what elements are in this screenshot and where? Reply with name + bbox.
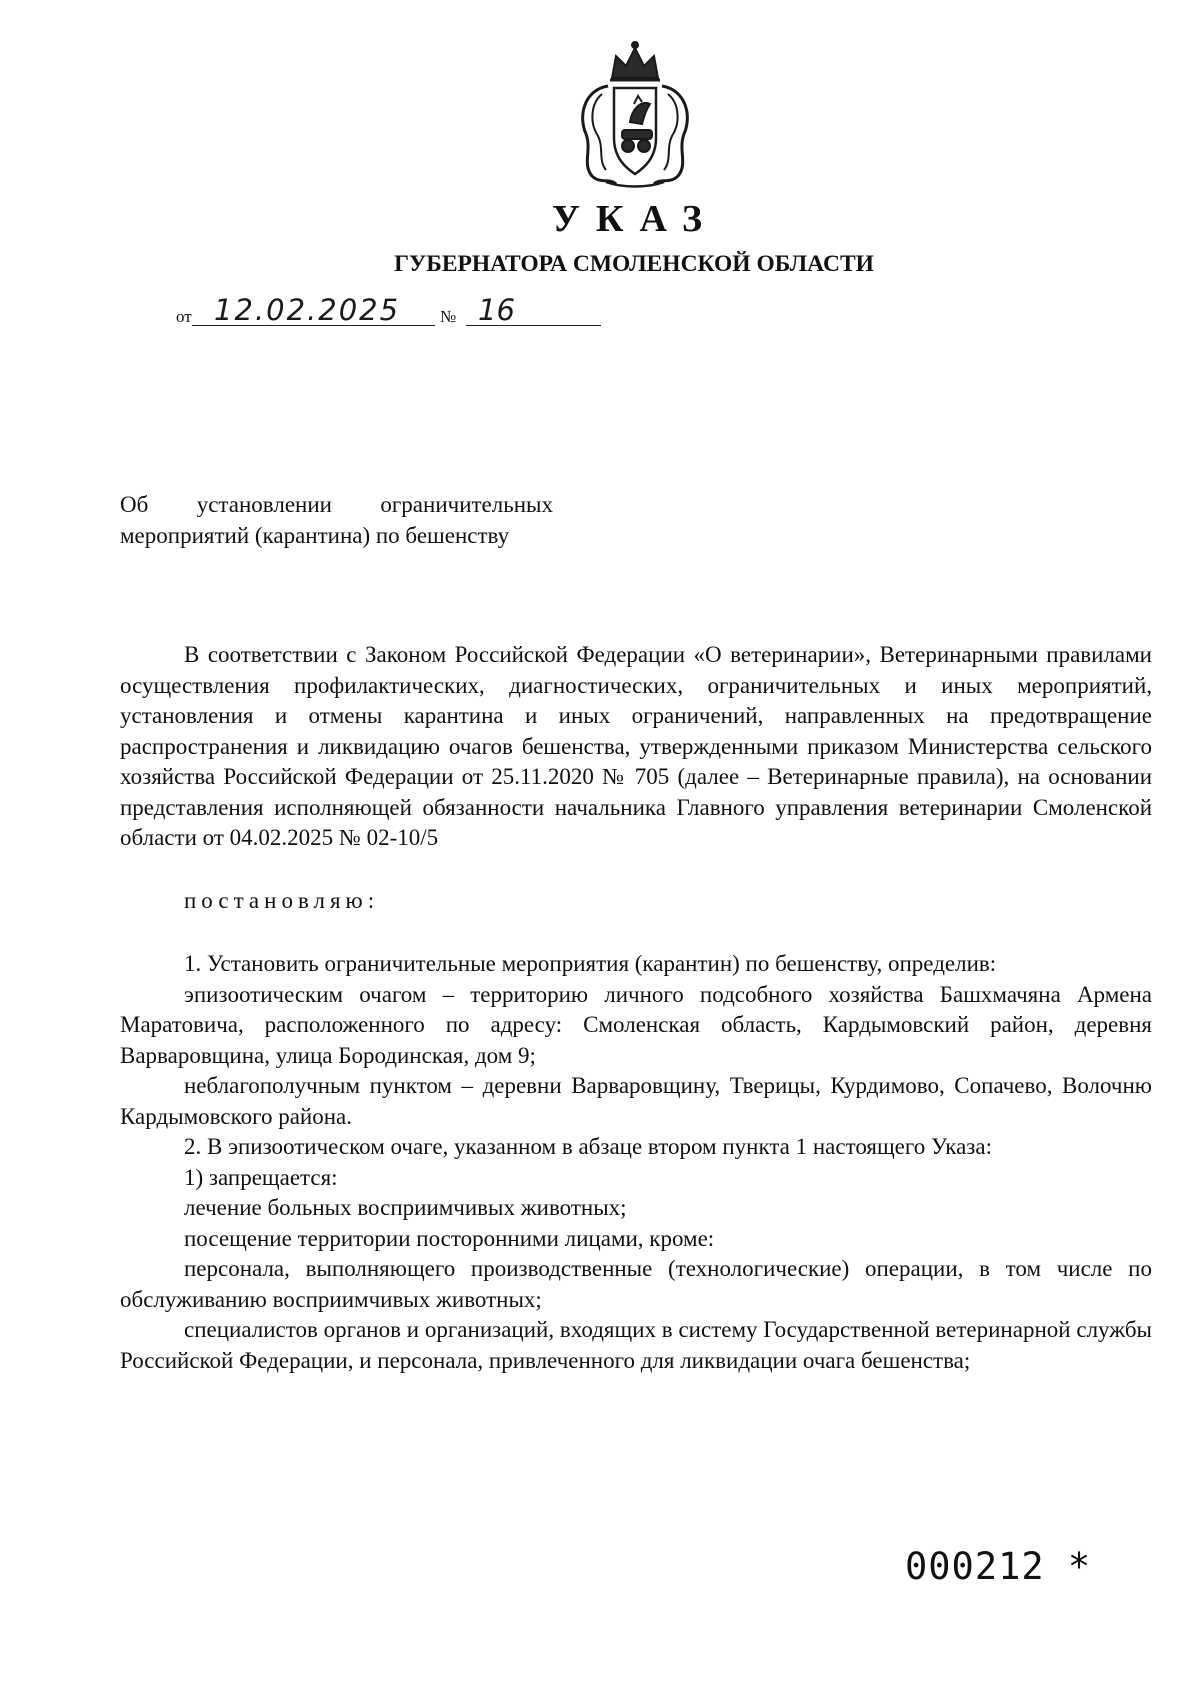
- paragraph: 2. В эпизоотическом очаге, указанном в абзаце втором пункта 1 настоящего Указа:: [184, 1134, 992, 1159]
- decree-word: постановляю:: [184, 887, 380, 913]
- document-subtitle: ГУБЕРНАТОРА СМОЛЕНСКОЙ ОБЛАСТИ: [394, 251, 874, 277]
- paragraph: неблагополучным пунктом – деревни Варваровщину, Тверицы, Курдимово, Сопачево, Волочню Кардымовского района.: [120, 1073, 1152, 1129]
- paragraph: специалистов органов и организаций, входящих в систему Государственной ветеринарной службы Российской Федерации, и персонала, привлеченного для ликвидации очага бешенства;: [120, 1317, 1152, 1373]
- document-title: УКАЗ: [552, 198, 718, 240]
- date-number-line: [176, 293, 616, 330]
- paragraph: 1) запрещается:: [184, 1164, 338, 1190]
- paragraph: 1. Установить ограничительные мероприятия (карантин) по бешенству, определив:: [184, 951, 997, 976]
- paragraph: персонала, выполняющего производственные (технологические) операции, в том числе по обслуживанию восприимчивых животных;: [120, 1256, 1152, 1312]
- coat-of-arms-emblem: [572, 38, 698, 188]
- document-heading: Об установлении ограничительных мероприятий (карантина) по бешенству: [120, 492, 553, 548]
- document-body: [120, 640, 1152, 1376]
- date-prefix: от: [176, 307, 192, 326]
- intro-paragraph: В соответствии с Законом Российской Федерации «О ветеринарии», Ветеринарными правилами осуществления профилактических, диагностических, ограничительных и иных мероприятий, установления и отмены карантина и иных ограничений, направленных на предотвращение распространения и ликвидацию очагов бешенства, утвержденными приказом Министерства сельского хозяйства Российской Федерации от 25.11.2020 № 705 (далее – Ветеринарные правила), на основании представления исполняющей обязанности начальника Главного управления ветеринарии Смоленской области от 04.02.2025 № 02-10/5: [120, 642, 1152, 850]
- number-prefix: №: [440, 307, 457, 326]
- handwritten-date: 12.02.2025: [214, 293, 401, 327]
- paragraph: эпизоотическим очагом – территорию личного подсобного хозяйства Башхмачяна Армена Маратовича, расположенного по адресу: Смоленская область, Кардымовский район, деревня Варваровщина, улица Бородинская, дом 9;: [120, 981, 1152, 1068]
- serial-number: 000212 *: [905, 1545, 1092, 1588]
- paragraph: посещение территории посторонними лицами, кроме:: [184, 1225, 715, 1251]
- paragraph: лечение больных восприимчивых животных;: [184, 1195, 627, 1220]
- handwritten-number: 16: [478, 293, 515, 327]
